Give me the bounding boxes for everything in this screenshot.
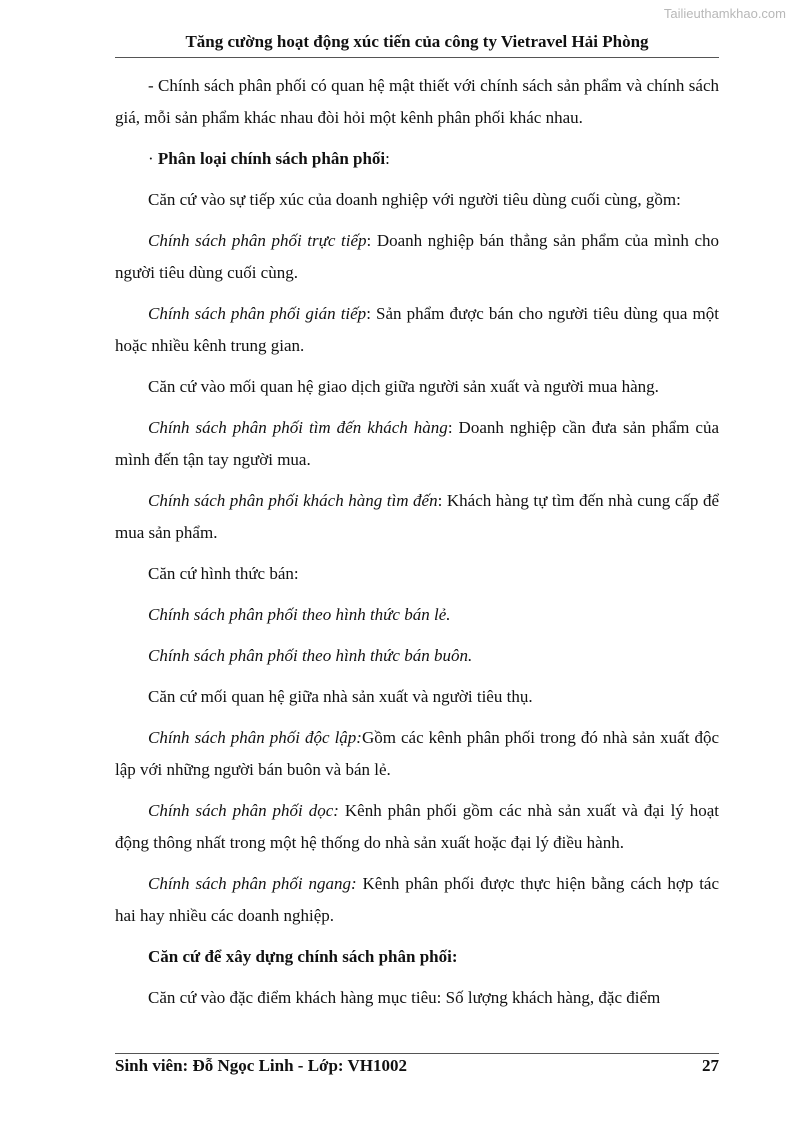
definition-seek-customer: : Doanh nghiệp cần đưa sản phẩm của mình đến tận tay người mua. [115, 418, 719, 469]
paragraph-target-customer: Căn cứ vào đặc điểm khách hàng mục tiêu: Số lượng khách hàng, đặc điểm [148, 988, 661, 1007]
section-heading-basis [115, 941, 719, 973]
term-vertical-distribution: Chính sách phân phối dọc: [148, 801, 339, 820]
paragraph-wholesale [115, 640, 719, 672]
document-body [115, 70, 719, 1023]
term-wholesale: Chính sách phân phối theo hình thức bán buôn. [148, 646, 473, 665]
section-heading-text: Phân loại chính sách phân phối [157, 149, 386, 168]
paragraph-criterion-sale-form: Căn cứ hình thức bán: [148, 564, 299, 583]
paragraph-horizontal-distribution [115, 868, 719, 932]
footer-divider [115, 1053, 719, 1054]
term-seek-customer: Chính sách phân phối tìm đến khách hàng [148, 418, 448, 437]
paragraph-criterion-producer-consumer: Căn cứ mối quan hệ giữa nhà sản xuất và người tiêu thụ. [148, 687, 533, 706]
paragraph-distribution-relation: - Chính sách phân phối có quan hệ mật thiết với chính sách sản phẩm và chính sách giá, mỗi sản phẩm khác nhau đòi hỏi một kênh phân phối khác nhau. [115, 76, 719, 127]
term-retail: Chính sách phân phối theo hình thức bán lẻ. [148, 605, 451, 624]
term-independent-distribution: Chính sách phân phối độc lập: [148, 728, 362, 747]
term-horizontal-distribution: Chính sách phân phối ngang: [148, 874, 357, 893]
definition-direct-distribution: : Doanh nghiệp bán thẳng sản phẩm của mình cho người tiêu dùng cuối cùng. [115, 231, 719, 282]
definition-indirect-distribution: : Sản phẩm được bán cho người tiêu dùng qua một hoặc nhiều kênh trung gian. [115, 304, 719, 355]
basis-heading-text: Căn cứ để xây dựng chính sách phân phối: [148, 947, 458, 966]
term-indirect-distribution: Chính sách phân phối gián tiếp [148, 304, 367, 323]
paragraph-criterion-contact: Căn cứ vào sự tiếp xúc của doanh nghiệp với người tiêu dùng cuối cùng, gồm: [148, 190, 681, 209]
definition-customer-seeks: : Khách hàng tự tìm đến nhà cung cấp để mua sản phẩm. [115, 491, 720, 542]
footer-student-info: Sinh viên: Đỗ Ngọc Linh - Lớp: VH1002 [115, 1056, 408, 1075]
bullet-marker: · [148, 149, 154, 168]
paragraph-criterion-transaction: Căn cứ vào mối quan hệ giao dịch giữa người sản xuất và người mua hàng. [148, 377, 659, 396]
term-direct-distribution: Chính sách phân phối trực tiếp [148, 231, 367, 250]
paragraph-independent-distribution [115, 722, 719, 786]
page-number: 27 [702, 1056, 719, 1075]
definition-horizontal-distribution: Kênh phân phối được thực hiện bằng cách hợp tác hai hay nhiều các doanh nghiệp. [115, 874, 720, 925]
paragraph-retail [115, 599, 719, 631]
term-customer-seeks: Chính sách phân phối khách hàng tìm đến [148, 491, 438, 510]
watermark: Tailieuthamkhao.com [663, 6, 786, 21]
paragraph-vertical-distribution [115, 795, 719, 859]
page-header-title: Tăng cường hoạt động xúc tiến của công ty Vietravel Hải Phòng [185, 32, 649, 51]
heading-colon: : [385, 149, 390, 168]
paragraph-seek-customer [115, 412, 719, 476]
definition-independent-distribution: Gồm các kênh phân phối trong đó nhà sản xuất độc lập với những người bán buôn và bán lẻ. [115, 728, 719, 779]
section-heading-classification [115, 143, 719, 175]
paragraph-indirect-distribution [115, 298, 719, 362]
definition-vertical-distribution: Kênh phân phối gồm các nhà sản xuất và đại lý hoạt động thông nhất trong một hệ thống do nhà sản xuất hoặc đại lý điều hành. [115, 801, 720, 852]
paragraph-direct-distribution [115, 225, 719, 289]
header-divider [115, 57, 719, 58]
paragraph-customer-seeks [115, 485, 719, 549]
